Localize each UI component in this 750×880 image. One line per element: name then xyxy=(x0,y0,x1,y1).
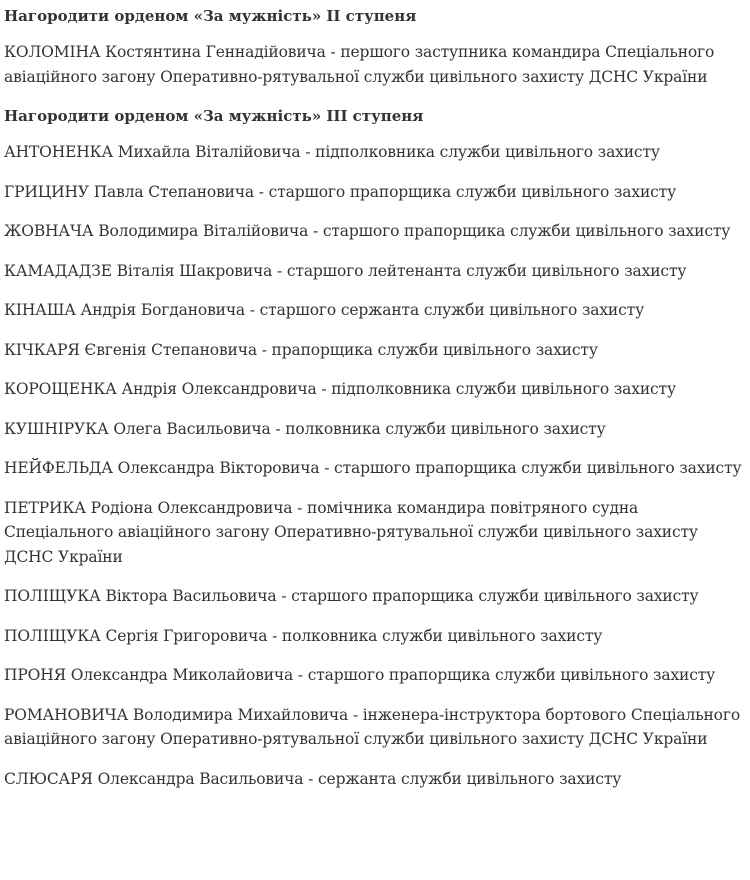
award-entry: ПОЛІЩУКА Віктора Васильовича - старшого прапорщика служби цивільного захисту xyxy=(4,587,699,605)
award-entry: КІЧКАРЯ Євгенія Степановича - прапорщика служби цивільного захисту xyxy=(4,340,598,359)
award-entry: КАМАДАДЗЕ Віталія Шакровича - старшого лейтенанта служби цивільного захисту xyxy=(4,261,687,280)
award-entry: КОЛОМІНА Костянтина Геннадійовича - першого заступника командира Спеціального авіаційного загону Оперативно-рятувальної служби цивільного захисту ДСНС України xyxy=(4,43,715,86)
section-heading-order-2nd-degree: Нагородити орденом «За мужність» II ступеня xyxy=(4,7,417,25)
award-entry: КОРОЩЕНКА Андрія Олександровича - підполковника служби цивільного захисту xyxy=(4,380,676,398)
award-entry: АНТОНЕНКА Михайла Віталійовича - підполковника служби цивільного захисту xyxy=(4,143,660,161)
award-entry: НЕЙФЕЛЬДА Олександра Вікторовича - старшого прапорщика служби цивільного захисту xyxy=(4,459,742,477)
award-entry: ПЕТРИКА Родіона Олександровича - помічника командира повітряного судна Спеціального авіаційного загону Оперативно-рятувальної служби цивільного захисту ДСНС України xyxy=(4,498,698,566)
award-entry: КУШНІРУКА Олега Васильовича - полковника служби цивільного захисту xyxy=(4,419,606,438)
award-entry: ЖОВНАЧА Володимира Віталійовича - старшого прапорщика служби цивільного захисту xyxy=(4,222,731,240)
award-entry: ПОЛІЩУКА Сергія Григоровича - полковника служби цивільного захисту xyxy=(4,626,603,645)
award-entry: РОМАНОВИЧА Володимира Михайловича - інженера-інструктора бортового Спеціального авіаційного загону Оперативно-рятувальної служби цивільного захисту ДСНС України xyxy=(4,705,741,748)
award-entry: КІНАША Андрія Богдановича - старшого сержанта служби цивільного захисту xyxy=(4,301,645,319)
award-entry: СЛЮСАРЯ Олександра Васильовича - сержанта служби цивільного захисту xyxy=(4,769,622,788)
award-entry: ГРИЦИНУ Павла Степановича - старшого прапорщика служби цивільного захисту xyxy=(4,182,677,201)
award-entry: ПРОНЯ Олександра Миколайовича - старшого прапорщика служби цивільного захисту xyxy=(4,666,716,684)
section-heading-order-3rd-degree: Нагородити орденом «За мужність» III ступеня xyxy=(4,107,424,125)
